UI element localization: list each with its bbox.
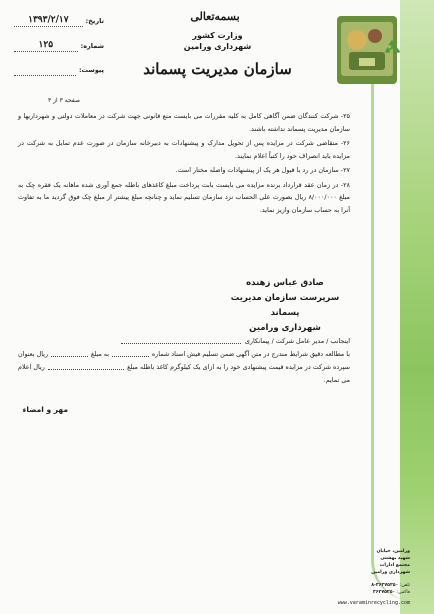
clause-28: ۲۸- در زمان عقد قرارداد برنده مزایده می بایست بابت پرداخت مبلغ کاغذهای باطله جمع آوری شده ماهانه یک فقره چک به مبلغ ۸/۰۰۰/۰۰۰ ریال بصورت علی الحساب نزد سازمان تسلیم نماید و چنانچه مبلغ پیشتر از مبلغ چک فوق گردید ما به تفاوت آنرا به حساب سازمان واریز نماید. — [18, 180, 350, 214]
number-value: ۱۲۵ — [14, 40, 78, 52]
declaration-text-3a: سپرده شرکت در مزایده قیمت پیشنهادی خود را به ازای یک کیلوگرم کاغذ باطله مبلغ — [127, 363, 350, 371]
phone-value: ۳۶۲۷۵۲۵۰-۸ — [371, 583, 399, 588]
date-label: تاریخ: — [85, 17, 104, 25]
recycle-icon — [381, 37, 403, 59]
number-label: شماره: — [80, 42, 104, 50]
phone-label: تلفن: — [399, 583, 410, 588]
footer-address-2: مجتمع ادارات — [379, 563, 410, 568]
signer-title: سرپرست سازمان مدیریت پسماند — [230, 293, 340, 318]
page-number: صفحه ۳ از ۳ — [48, 97, 80, 104]
fax-label: فاکس: — [396, 590, 410, 595]
declaration-text-4: می نمایم. — [323, 376, 350, 384]
declaration-line-1 — [18, 335, 350, 348]
band-curve-decoration — [371, 40, 414, 600]
signer-name: صادق عباس زهنده — [246, 278, 324, 288]
declaration-line-3 — [18, 361, 350, 374]
signature-block — [215, 276, 355, 336]
footer-address-3: شهرداری ورامین — [371, 570, 410, 575]
footer-contact — [366, 548, 410, 596]
municipality-name: شهرداری ورامین — [183, 42, 252, 51]
attachment-field — [14, 64, 104, 76]
number-field — [14, 40, 104, 52]
receipt-number-blank[interactable] — [112, 348, 149, 357]
basmala: بسمه‌تعالی — [190, 10, 240, 23]
footer-phone — [366, 582, 410, 589]
applicant-name-blank[interactable] — [121, 335, 241, 344]
attachment-label: پیوست: — [78, 66, 104, 74]
signer-org: شهرداری ورامین — [249, 323, 321, 333]
deposit-amount-blank[interactable] — [51, 348, 88, 357]
ministry-name: وزارت کشور — [192, 31, 243, 40]
declaration-applicant-label: اینجانب / مدیر عامل شرکت / پیمانکاری — [244, 337, 350, 345]
clause-25: ۲۵- شرکت کنندگان ضمن آگاهی کامل به کلیه مقررات می بایست منع قانونی جهت شرکت در معاملات دولتی و شهرداریها و سازمان مدیریت پسماند نداشته باشند. — [18, 112, 350, 133]
footer-address-1: ورامین، خیابان شهید بهشتی — [376, 549, 410, 561]
attachment-value — [14, 64, 76, 76]
declaration-text-2c: ریال بعنوان — [17, 350, 49, 358]
date-field — [14, 15, 104, 27]
clauses-list — [18, 110, 350, 218]
price-per-kg-blank[interactable] — [48, 361, 124, 370]
ministry-block — [160, 30, 275, 52]
clause-27: ۲۷- سازمان در رد یا قبول هر یک از پیشنهادات واصله مختار است. — [175, 166, 350, 174]
stamp-signature-label: مهر و امضاء — [22, 405, 68, 414]
declaration-line-2 — [18, 348, 350, 361]
organization-title: سازمان مدیریت پسماند — [143, 60, 292, 78]
website-url[interactable]: www.varaminrecycling.com — [337, 600, 410, 606]
declaration-text-2b: به مبلغ — [90, 350, 109, 358]
declaration-text-2a: با مطالعه دقیق شرایط مندرج در متن آگهی ضمن تسلیم فیش اسناد شماره — [151, 350, 350, 358]
date-value: ۱۳۹۳/۲/۱۷ — [14, 15, 83, 27]
applicant-declaration — [18, 335, 350, 387]
fax-value: ۳۶۲۷۵۲۵۰ — [372, 590, 396, 595]
clause-26: ۲۶- متقاضی شرکت در مزایده پس از تحویل مدارک و پیشنهادات به دبیرخانه سازمان در صورت عدم تمایل به شرکت در مزایده باید انصراف خود را کتباً اعلام نمایند. — [18, 139, 350, 160]
declaration-line-4 — [18, 374, 350, 387]
footer-fax — [366, 589, 410, 596]
declaration-text-3b: ریال اعلام — [18, 363, 45, 371]
